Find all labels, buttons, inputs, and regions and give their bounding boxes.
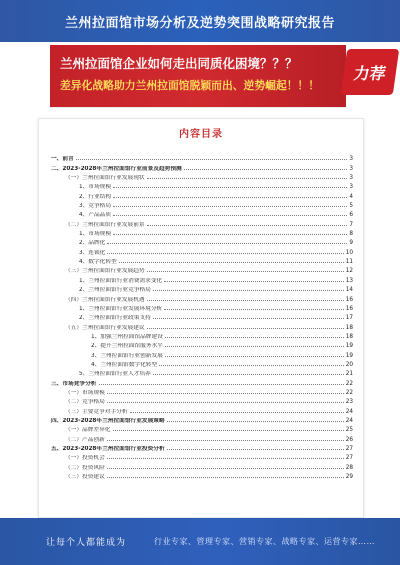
toc-leader	[107, 402, 344, 403]
toc-entry-label: （五）兰州拉面馆行业发展建议	[65, 324, 145, 331]
toc-entry-page: 18	[345, 324, 353, 331]
toc-leader	[184, 169, 348, 170]
headline-question: 兰州拉面馆企业如何走出同质化困境？？？	[60, 56, 298, 71]
toc-entry-page: 19	[345, 343, 353, 350]
toc-entry[interactable]	[51, 181, 353, 190]
toc-entry-page: 5	[349, 203, 353, 210]
toc-leader	[153, 374, 344, 375]
toc-leader	[147, 225, 348, 226]
toc-leader	[107, 393, 344, 394]
toc-entry[interactable]	[51, 443, 353, 452]
toc-entry[interactable]	[51, 433, 353, 442]
toc-entry-label: （三）主要竞争对手分析	[65, 408, 128, 415]
toc-entry[interactable]	[51, 396, 353, 405]
toc-entry-label: 1、市场规模	[79, 231, 112, 238]
toc-leader	[153, 318, 344, 319]
toc-leader	[159, 365, 344, 366]
toc-entry-page: 25	[345, 427, 353, 434]
toc-leader	[153, 290, 344, 291]
toc-entry-page: 19	[345, 352, 353, 359]
toc-entry[interactable]	[51, 359, 353, 368]
toc-entry-label: 4、数字化转型	[79, 259, 117, 266]
toc-entry-label: （一）兰州拉面馆行业发展现状	[65, 175, 145, 182]
toc-entry-label: 2、提升兰州拉面馆服务水平	[91, 343, 163, 350]
seal-text: 力荐	[352, 63, 388, 83]
toc-entry-page: 28	[345, 464, 353, 471]
toc-entry[interactable]	[51, 321, 353, 330]
toc-entry[interactable]	[51, 452, 353, 461]
toc-entry-page: 11	[345, 259, 353, 266]
toc-entry[interactable]	[51, 172, 353, 181]
toc-entry-page: 3	[349, 175, 353, 182]
toc-entry-page: 16	[345, 305, 353, 312]
toc-entry-label: 4、兰州拉面馆数字化转型	[91, 361, 158, 368]
toc-entry[interactable]	[51, 471, 353, 480]
toc-leader	[147, 300, 344, 301]
toc-leader	[107, 253, 343, 254]
footer-expertise-list: 行业专家、管理专家、营销专家、战略专家、运营专家……	[154, 537, 376, 546]
toc-entry[interactable]	[51, 256, 353, 265]
toc-leader	[165, 337, 344, 338]
toc-entry-page: 18	[345, 333, 353, 340]
toc-entry-page: 21	[345, 371, 353, 378]
toc-entry-page: 10	[345, 249, 353, 256]
report-title: 兰州拉面馆市场分析及逆势突围战略研究报告	[64, 15, 335, 31]
footer-bar	[0, 518, 400, 565]
toc-leader	[107, 440, 344, 441]
toc-leader	[119, 262, 344, 263]
toc-entry[interactable]	[51, 200, 353, 209]
toc-entry-label: （三）投资建议	[65, 474, 105, 481]
toc-leader	[147, 271, 344, 272]
toc-entry[interactable]	[51, 153, 353, 162]
recommendation-seal	[341, 49, 399, 95]
toc-entry-page: 23	[345, 399, 353, 406]
toc-entry-label: 五、2023-2028年兰州拉面馆行业投资分析	[51, 446, 165, 452]
toc-leader	[164, 309, 344, 310]
toc-entry-page: 29	[345, 474, 353, 481]
toc-entry-label: 3、连锁化	[79, 249, 106, 256]
toc-leader	[147, 178, 348, 179]
toc-entry[interactable]	[51, 293, 353, 302]
report-header-bar	[0, 0, 400, 42]
toc-entry-page: 3	[349, 184, 353, 191]
headline-banner	[50, 45, 346, 107]
toc-leader	[107, 468, 344, 469]
toc-entry-label: （二）产品创新	[65, 436, 105, 443]
toc-entry-page: 14	[345, 287, 353, 294]
toc-list	[51, 153, 353, 480]
toc-entry[interactable]	[51, 312, 353, 321]
toc-leader	[107, 477, 344, 478]
toc-entry-label: 4、产品品质	[79, 212, 112, 219]
toc-entry-page: 27	[345, 446, 353, 452]
toc-entry[interactable]	[51, 349, 353, 358]
toc-leader	[113, 215, 347, 216]
toc-entry[interactable]	[51, 209, 353, 218]
toc-entry[interactable]	[51, 303, 353, 312]
toc-leader	[76, 159, 348, 160]
toc-entry-page: 26	[345, 436, 353, 443]
toc-leader	[99, 384, 344, 385]
toc-leader	[113, 206, 347, 207]
toc-entry-page: 6	[349, 212, 353, 219]
toc-entry[interactable]	[51, 387, 353, 396]
toc-entry-label: 2、兰州拉面馆行业政策支持	[79, 315, 151, 322]
toc-entry-page: 27	[345, 455, 353, 462]
toc-leader	[113, 234, 347, 235]
toc-entry-page: 24	[345, 417, 353, 424]
toc-entry-label: 二、2023-2028年兰州拉面馆行业前景及趋势预测	[51, 165, 182, 172]
toc-entry[interactable]	[51, 218, 353, 227]
toc-entry[interactable]	[51, 377, 353, 386]
toc-leader	[113, 430, 344, 431]
toc-entry-page: 22	[345, 380, 353, 387]
toc-entry-page: 7	[349, 221, 353, 228]
toc-entry-label: 三、市场竞争分析	[51, 380, 97, 387]
toc-entry-label: （二）兰州拉面馆行业发展前景	[65, 221, 145, 228]
toc-entry[interactable]	[51, 274, 353, 283]
toc-entry[interactable]	[51, 368, 353, 377]
toc-entry[interactable]	[51, 284, 353, 293]
toc-entry-page: 13	[345, 277, 353, 284]
toc-entry-label: 2、行业结构	[79, 193, 112, 200]
toc-entry[interactable]	[51, 340, 353, 349]
toc-entry-page: 8	[349, 231, 353, 238]
toc-entry-label: 1、加强兰州拉面馆品牌建设	[91, 333, 163, 340]
footer-slogan: 让每个人都能成为	[46, 538, 127, 548]
toc-entry-page: 16	[345, 296, 353, 303]
toc-entry[interactable]	[51, 237, 353, 246]
toc-entry-label: （二）投资风险	[65, 464, 105, 471]
toc-entry-page: 12	[345, 268, 353, 275]
toc-leader	[113, 197, 347, 198]
toc-entry-label: 1、兰州拉面馆行业发展环境分析	[79, 305, 163, 312]
toc-leader	[167, 421, 344, 422]
toc-entry-label: （二）竞争格局	[65, 399, 105, 406]
toc-entry-page: 3	[349, 165, 353, 172]
toc-leader	[167, 449, 344, 450]
toc-entry[interactable]	[51, 190, 353, 199]
toc-leader	[164, 281, 344, 282]
toc-entry[interactable]	[51, 162, 353, 171]
toc-entry[interactable]	[51, 424, 353, 433]
toc-entry-label: （一）市场规模	[65, 389, 105, 396]
headline-answer: 差异化战略助力兰州拉面馆脱颖而出、逆势崛起！！！	[60, 79, 320, 92]
toc-entry[interactable]	[51, 415, 353, 424]
toc-entry[interactable]	[51, 331, 353, 340]
toc-leader	[165, 346, 344, 347]
toc-entry-label: 3、竞争格局	[79, 203, 112, 210]
toc-entry-label: 一、前言	[51, 156, 74, 163]
toc-entry-page: 24	[345, 408, 353, 415]
toc-entry-page: 17	[345, 315, 353, 322]
toc-title: 内容目录	[179, 129, 223, 140]
toc-entry-label: 1、兰州拉面馆行业消费需求变化	[79, 277, 163, 284]
toc-entry-page: 9	[349, 240, 353, 247]
toc-entry-label: （一）品牌差异化	[65, 427, 111, 434]
toc-entry[interactable]	[51, 461, 353, 470]
toc-entry-page: 3	[349, 156, 353, 163]
toc-leader	[147, 328, 344, 329]
toc-entry-label: （三）兰州拉面馆行业发展趋势	[65, 268, 145, 275]
toc-entry-label: （四）兰州拉面馆行业发展机遇	[65, 296, 145, 303]
toc-entry-label: 3、兰州拉面馆行业创新发展	[91, 352, 163, 359]
toc-entry[interactable]	[51, 246, 353, 255]
toc-entry-label: 2、兰州拉面馆行业竞争格局	[79, 287, 151, 294]
toc-entry[interactable]	[51, 228, 353, 237]
toc-entry-label: 5、兰州拉面馆行业人才培养	[79, 371, 151, 378]
toc-entry-label: 2、品牌化	[79, 240, 106, 247]
toc-leader	[130, 412, 344, 413]
toc-entry-page: 22	[345, 389, 353, 396]
toc-leader	[107, 458, 344, 459]
toc-entry-page: 20	[345, 361, 353, 368]
toc-entry-label: （一）投资机会	[65, 455, 105, 462]
table-of-contents	[38, 118, 364, 518]
toc-entry[interactable]	[51, 265, 353, 274]
toc-leader	[107, 243, 347, 244]
toc-entry-page: 4	[349, 193, 353, 200]
toc-entry[interactable]	[51, 405, 353, 414]
toc-entry-label: 四、2023-2028年兰州拉面馆行业发展策略	[51, 417, 165, 424]
toc-leader	[113, 187, 347, 188]
toc-entry-label: 1、市场规模	[79, 184, 112, 191]
toc-leader	[165, 356, 344, 357]
